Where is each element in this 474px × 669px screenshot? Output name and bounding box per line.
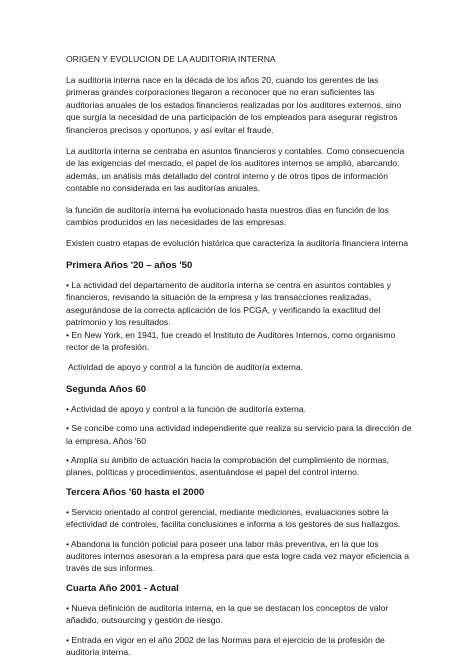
section-heading-cuarta: Cuarta Año 2001 - Actual [66,582,179,594]
bullet-item: • Amplía su ámbito de actuación hacia la comprobación del cumplimiento de normas, planes, políticas y procedimientos, asentuándose el papel del control interno. [66,454,390,478]
bullet-item: • La actividad del departamento de auditoría interna se centra en asuntos contables y financieros, revisando la situación de la empresa y las transacciones realizadas, asegurándose de la correcta aplicación de los PCGA, y verificando la exactitud del patrimonio y los resultados. [66,279,392,328]
bullet-item: • Se concibe como una actividad independiente que realiza su servicio para la dirección de la empresa. Años '60 [66,423,412,446]
section-primera-bullets [66,279,412,353]
section-heading-segunda: Segunda Años 60 [66,383,147,395]
intro-paragraph-1: La auditoría interna nace en la década de los años 20, cuando los gerentes de las primeras grandes corporaciones llegaron a reconocer que no eran suficientes las auditorías anuales de los estados financieros realizadas por los auditores externos, sino que surgía la necesidad de una participación de los empleados para asegurar registros financieros precisos y oportunos, y así evitar el fraude. [66,75,402,135]
section-heading-tercera: Tercera Años '60 hasta el 2000 [66,486,205,498]
intro-paragraph-3: la función de auditoría interna ha evolucionado hasta nuestros días en función de los cambios producidos en las necesidades de las empresas. [66,204,389,228]
bullet-item: • Actividad de apoyo y control a la función de auditoría externa. [66,403,306,414]
bullet-item: • En New York, en 1941, fue creado el Instituto de Auditores Internos, como organismo rector de la profesión. [66,329,396,352]
section-primera-note: Actividad de apoyo y control a la función de auditoría externa. [68,362,304,373]
bullet-item: • Entrada en vigor en el año 2002 de las Normas para el ejercicio de la profesión de auditoría interna. [66,634,385,657]
bullet-item: • Servicio orientado al control gerencial, mediante mediciones, evaluaciones sobre la efectividad de controles, facilita conclusiones e informa a los gestores de sus hallazgos. [66,506,401,530]
bullet-item: • Nueva definición de auditoría interna, en la que se destacan los conceptos de valor añadido, outsourcing y gestión de riesgo. [66,602,389,626]
intro-paragraph-4: Existen cuatro etapas de evolución histórica que caracteriza la auditoría financiera interna [66,238,409,249]
section-heading-primera: Primera Años '20 – años '50 [66,259,193,271]
intro-paragraph-2: La auditoría interna se centraba en asuntos financieros y contables. Como consecuencia de las exigencias del mercado, el papel de los auditores internos se amplió, abarcando, además, un análisis más detallado del control interno y de otros tipos de información contable no considerada en las auditorías anuales. [66,146,405,194]
bullet-item: • Abandona la función policial para poseer una labor más preventiva, en la que los auditores internos asesoran a la empresa para que esta logre cada vez mayor eficiencia a través de sus informes. [66,538,409,574]
document-title: ORIGEN Y EVOLUCION DE LA AUDITORIA INTERNA [66,54,276,64]
